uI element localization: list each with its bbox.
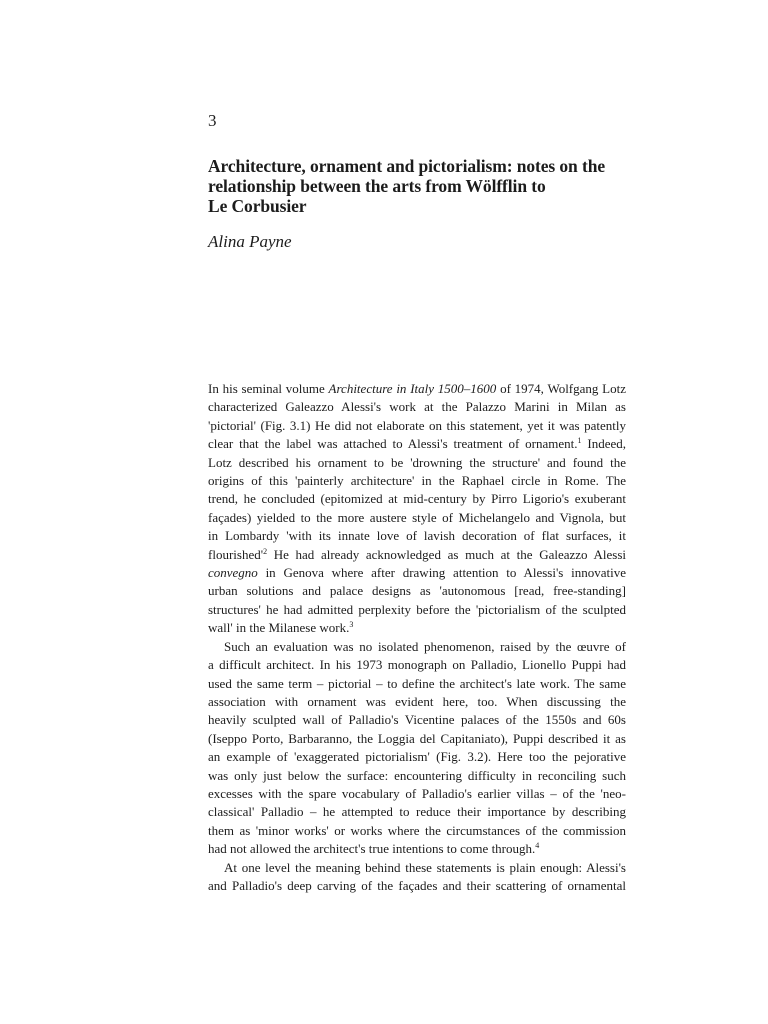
body-line: excesses with the spare vocabulary of Palladio's earlier villas – of the 'neo- (208, 785, 626, 801)
body-line: origins of this 'painterly architecture' in the Raphael circle in Rome. The (208, 473, 626, 489)
body-line: (Iseppo Porto, Barbaranno, the Loggia del Capitaniato), Puppi described it as (208, 730, 626, 746)
body-line: association with ornament was evident here, too. When discussing the (208, 693, 626, 709)
body-text (208, 380, 626, 895)
body-line: and Palladio's deep carving of the façades and their scattering of ornamental (208, 877, 626, 893)
body-line: classical' Palladio – he attempted to reduce their importance by describing (208, 804, 626, 820)
chapter-number: 3 (208, 111, 217, 130)
author-name: Alina Payne (208, 232, 292, 251)
body-line: wall' in the Milanese work.$^3$ (208, 620, 354, 636)
chapter-title-line: Le Corbusier (208, 196, 307, 216)
body-line: characterized Galeazzo Alessi's work at the Palazzo Marini in Milan as (208, 399, 626, 415)
body-line: $flourished'^2$ He had already acknowledged as much at the Galeazzo Alessi (208, 546, 626, 562)
body-line: was only just below the surface: encountering difficulty in reconciling such (208, 767, 626, 783)
chapter-title-line: relationship between the arts from Wölfflin to (208, 176, 546, 196)
body-line: in Lombardy 'with its innate love of lavish decoration of flat surfaces, it (208, 528, 626, 544)
body-line: In his seminal volume Architecture in Italy 1500–1600 of 1974, Wolfgang Lotz (208, 381, 626, 396)
body-line: them as 'minor works' or works where the circumstances of the commission (208, 822, 626, 838)
body-line: 'pictorial' (Fig. 3.1) He did not elaborate on this statement, yet it was patently (208, 417, 626, 433)
body-line: façades) yielded to the more austere style of Michelangelo and Vignola, but (208, 509, 626, 525)
body-line: Such an evaluation was no isolated phenomenon, raised by the œuvre of (224, 638, 626, 654)
chapter-title-line: Architecture, ornament and pictorialism: notes on the (208, 156, 605, 176)
body-line: heavily sculpted wall of Palladio's Vicentine palaces of the 1550s and 60s (208, 712, 626, 728)
body-line: Lotz described his ornament to be 'drowning the structure' and found the (208, 454, 626, 470)
body-line: clear that the label was attached to Alessi's treatment of ornament.$^1$ Indeed, (208, 436, 627, 452)
body-line: used the same term – pictorial – to define the architect's late work. The same (208, 675, 626, 691)
body-line: trend, he concluded (epitomized at mid-century by Pirro Ligorio's exuberant (208, 491, 626, 507)
body-line: urban solutions and palace designs as 'autonomous [read, free-standing] (208, 583, 626, 599)
chapter-title (208, 156, 628, 216)
body-line: convegno in Genova where after drawing attention to Alessi's innovative (208, 565, 626, 581)
body-line: an example of 'exaggerated pictorialism' (Fig. 3.2). Here too the pejorative (208, 749, 626, 765)
body-line: had not allowed the architect's true intentions to come through.$^4$ (208, 841, 540, 857)
body-line: At one level the meaning behind these statements is plain enough: Alessi's (224, 859, 626, 875)
body-line: a difficult architect. In his 1973 monograph on Palladio, Lionello Puppi had (208, 657, 626, 673)
body-line: structures' he had admitted perplexity before the 'pictorialism of the sculpted (208, 601, 626, 617)
